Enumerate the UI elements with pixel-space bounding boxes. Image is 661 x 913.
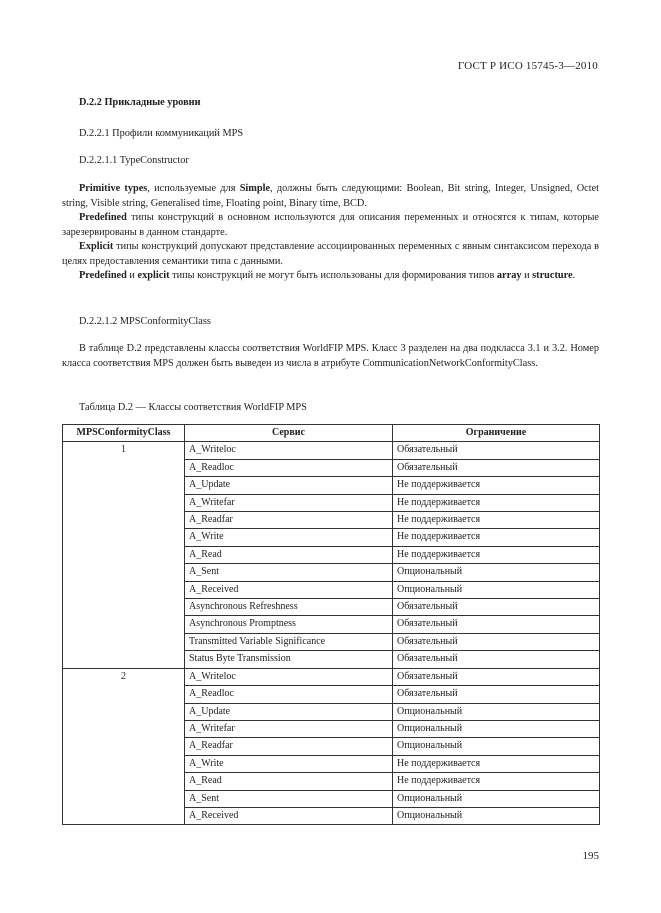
service-cell: A_Read	[185, 773, 393, 790]
restriction-cell: Опциональный	[393, 581, 600, 598]
restriction-cell: Обязательный	[393, 651, 600, 668]
service-cell: A_Sent	[185, 790, 393, 807]
service-cell: A_Update	[185, 703, 393, 720]
conformity-class-cell: 1	[63, 442, 185, 668]
restriction-cell: Обязательный	[393, 633, 600, 650]
paragraph-predefined	[62, 211, 599, 240]
text-span: , используемые для	[147, 183, 240, 194]
header-conformity-class: MPSConformityClass	[63, 425, 185, 442]
header-service: Сервис	[185, 425, 393, 442]
restriction-cell: Не поддерживается	[393, 512, 600, 529]
service-cell: A_Write	[185, 755, 393, 772]
restriction-cell: Опциональный	[393, 807, 600, 824]
restriction-cell: Обязательный	[393, 686, 600, 703]
restriction-cell: Опциональный	[393, 790, 600, 807]
service-cell: A_Writeloc	[185, 442, 393, 459]
text-span: и	[126, 270, 138, 281]
page-number: 195	[582, 850, 599, 862]
term-predefined: Predefined	[79, 270, 127, 281]
term-structure: structure	[532, 270, 573, 281]
service-cell: A_Received	[185, 807, 393, 824]
service-cell: Transmitted Variable Significance	[185, 633, 393, 650]
restriction-cell: Не поддерживается	[393, 755, 600, 772]
restriction-cell: Обязательный	[393, 616, 600, 633]
restriction-cell: Не поддерживается	[393, 546, 600, 563]
term-simple: Simple	[239, 183, 271, 194]
document-id-header: ГОСТ Р ИСО 15745-3—2010	[457, 60, 598, 72]
paragraph-primitive-types	[62, 182, 599, 211]
restriction-cell: Не поддерживается	[393, 773, 600, 790]
service-cell: A_Writeloc	[185, 668, 393, 685]
section-heading-text: D.2.2 Прикладные уровни	[79, 97, 201, 108]
service-cell: Asynchronous Promptness	[185, 616, 393, 633]
service-cell: Asynchronous Refreshness	[185, 599, 393, 616]
restriction-cell: Не поддерживается	[393, 477, 600, 494]
service-cell: A_Readfar	[185, 738, 393, 755]
restriction-cell: Опциональный	[393, 720, 600, 737]
term-array: array	[496, 270, 522, 281]
term-predefined: Predefined	[79, 212, 127, 223]
subsection-title-profiles: D.2.2.1 Профили коммуникаций MPS	[79, 128, 244, 139]
term-explicit: explicit	[137, 270, 170, 281]
restriction-cell: Не поддерживается	[393, 529, 600, 546]
subsection-title-typeconstructor: D.2.2.1.1 TypeConstructor	[79, 155, 189, 166]
restriction-cell: Обязательный	[393, 459, 600, 476]
text-span: типы конструкций не могут быть использованы для формирования типов	[169, 270, 497, 281]
text-span: , должны быть следующими: Boolean, Bit string, Integer, Unsigned, Octet string, Visible string, Generalised time, Floating point, Binary time, BCD.	[62, 183, 600, 209]
paragraph-conformity-classes: В таблице D.2 представлены классы соответствия WorldFIP MPS. Класс 3 разделен на два подкласса 3.1 и 3.2. Номер класса соответствия MPS должен быть выведен из числа в атрибуте CommunicationNetworkConformityClass.	[62, 343, 599, 369]
restriction-cell: Не поддерживается	[393, 494, 600, 511]
section-heading	[79, 96, 616, 111]
restriction-cell: Опциональный	[393, 564, 600, 581]
service-cell: A_Readloc	[185, 459, 393, 476]
restriction-cell: Опциональный	[393, 703, 600, 720]
service-cell: A_Readfar	[185, 512, 393, 529]
table-header-row	[63, 425, 600, 442]
service-cell: A_Write	[185, 529, 393, 546]
table-row	[63, 668, 600, 685]
subsection-title-conformity: D.2.2.1.2 MPSConformityClass	[79, 316, 211, 327]
term-primitive-types: Primitive types	[79, 183, 148, 194]
service-cell: A_Readloc	[185, 686, 393, 703]
term-explicit: Explicit	[79, 241, 114, 252]
service-cell: A_Writefar	[185, 720, 393, 737]
header-restriction: Ограничение	[393, 425, 600, 442]
table-caption: Таблица D.2 — Классы соответствия WorldFIP MPS	[79, 402, 307, 413]
service-cell: A_Received	[185, 581, 393, 598]
text-span: типы конструкций допускают представление ассоциированных переменных с явным синтаксисом перехода в целях предоставления семантики типа с данными.	[62, 241, 599, 267]
text-span: типы конструкций в основном используются для описания переменных и относятся к типам, которые зарезервированы в данном стандарте.	[62, 212, 599, 238]
service-cell: A_Update	[185, 477, 393, 494]
service-cell: A_Writefar	[185, 494, 393, 511]
text-span: .	[572, 270, 576, 281]
restriction-cell: Обязательный	[393, 668, 600, 685]
service-cell: A_Sent	[185, 564, 393, 581]
conformity-class-table	[62, 424, 600, 825]
table-body	[63, 442, 600, 825]
text-span: и	[521, 270, 533, 281]
paragraph-predefined-explicit	[62, 269, 599, 284]
restriction-cell: Обязательный	[393, 599, 600, 616]
paragraph-explicit	[62, 240, 599, 269]
table-row	[63, 442, 600, 459]
conformity-class-cell: 2	[63, 668, 185, 825]
restriction-cell: Обязательный	[393, 442, 600, 459]
service-cell: A_Read	[185, 546, 393, 563]
restriction-cell: Опциональный	[393, 738, 600, 755]
service-cell: Status Byte Transmission	[185, 651, 393, 668]
